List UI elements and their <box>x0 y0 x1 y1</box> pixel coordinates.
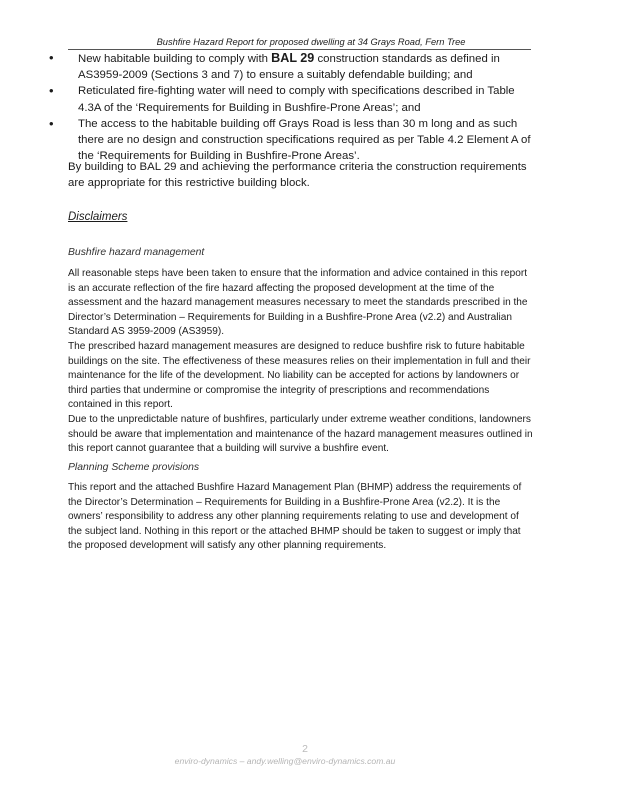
summary-paragraph: By building to BAL 29 and achieving the performance criteria the construction requirements are appropriate for this restrictive building block. <box>68 161 527 190</box>
planning-subheading: Planning Scheme provisions <box>68 462 200 473</box>
disclaimer-paragraph-1: All reasonable steps have been taken to ensure that the information and advice contained in this report is an accurate reflection of the fire hazard affecting the proposed development at the time of the assessment and the hazard management measures necessary to meet the standards prescribed in the Director’s Determination – Requirements for Building in a Bushfire-Prone Area (v2.2) and Australian Standard AS 3959-2009 (AS3959). <box>68 268 528 338</box>
list-item: • New habitable building to comply with BAL 29 construction standards as defined in AS3959-2009 (Sections 3 and 7) to ensure a suitably defendable building; and <box>49 50 500 82</box>
bushfire-subheading: Bushfire hazard management <box>68 247 205 258</box>
bullet-marker: • <box>49 83 54 99</box>
bal-rating: BAL 29 <box>271 51 315 65</box>
footer-contact: enviro-dynamics – andy.welling@enviro-dynamics.com.au <box>174 756 396 766</box>
disclaimer-paragraph-3: Due to the unpredictable nature of bushfires, particularly under extreme weather conditions, landowners should be aware that implementation and maintenance of the hazard management measures outlined in this report cannot guarantee that a building will survive a bushfire event. <box>68 414 533 455</box>
planning-paragraph: This report and the attached Bushfire Hazard Management Plan (BHMP) address the requirements of the Director’s Determination – Requirements for Building in a Bushfire-Prone Area (v2.2). It is the owners’ responsibility to address any other planning requirements relating to use and development of the subject land. Nothing in this report or the attached BHMP should be taken to suggest or imply that the proposed development will satisfy any other planning requirements. <box>68 482 522 552</box>
disclaimer-paragraph-2: The prescribed hazard management measures are designed to reduce bushfire risk to future habitable buildings on the site. The effectiveness of these measures relies on their implementation in full and their maintenance for the life of the development. No liability can be accepted for actions by landowners or third parties that undermine or compromise the integrity of prescriptions and recommendations contained in this report. <box>68 341 531 411</box>
bullet-marker: • <box>49 50 54 65</box>
requirements-list <box>49 50 538 164</box>
running-header: Bushfire Hazard Report for proposed dwelling at 34 Grays Road, Fern Tree <box>156 37 466 47</box>
disclaimers-heading: Disclaimers <box>68 211 128 223</box>
bullet-marker: • <box>49 115 54 131</box>
list-item: • Reticulated fire-fighting water will need to comply with specifications described in Table 4.3A of the ‘Requirements for Building in Bushfire-Prone Areas’; and <box>49 83 515 114</box>
page-number: 2 <box>302 743 308 755</box>
list-item: • The access to the habitable building off Grays Road is less than 30 m long and as such there are no design and construction specifications required as per Table 4.2 Element A of the ‘Requirements for Building in Bushfire-Prone Areas’. <box>49 115 531 163</box>
